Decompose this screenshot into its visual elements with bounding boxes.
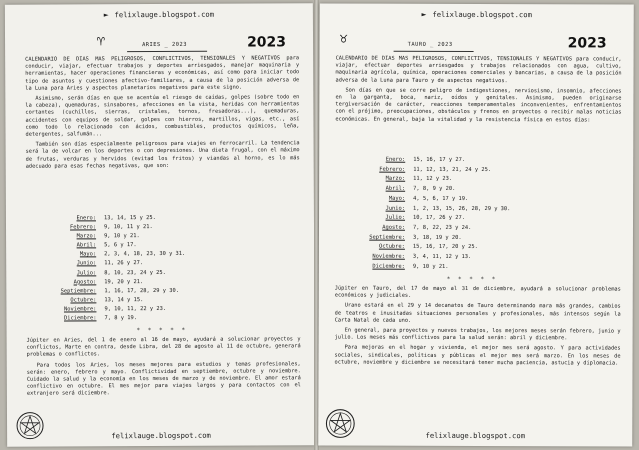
table-row: Enero: 13, 14, 15 y 25. xyxy=(76,215,156,222)
blog-url[interactable]: felixlauge.blogspot.com xyxy=(432,9,532,20)
month-title: ARIES _ 2023 xyxy=(142,41,188,49)
paragraph: Júpiter en Aries, del 1 de enero al 16 de mayo, ayudará a solucionar proyectos y conflictos, Marte en contra, desde Libra, del 28 de agosto al 11 de octubre, generará problemas o conflictos. xyxy=(26,336,301,359)
page-header xyxy=(320,9,634,19)
table-row: Agosto: 19, 20 y 21. xyxy=(73,278,144,286)
table-row: Septiembre: 3, 18, 19 y 20. xyxy=(369,234,462,241)
paragraph: En general, para proyectos y nuevos trabajos, los mejores meses serán febrero, junio y julio. Los meses más conflictivos para la salud serán: abril y diciembre. xyxy=(334,327,621,342)
intro-text xyxy=(335,56,621,128)
table-row: Diciembre: 9, 10 y 21. xyxy=(372,263,449,270)
paragraph: Para mejoras en el hogar y vivienda, el mejor mes será agosto. Y para actividades sociales, sindicales, políticas y públicas el mejor mes será marzo. En los meses de octubre, noviembre y diciembre se necesitará tener mucha paciencia, astucia y diplomacia. xyxy=(334,344,621,367)
table-row: Noviembre: 3, 4, 11, 12 y 13. xyxy=(372,253,472,261)
table-row: Abril: 5, 6 y 17. xyxy=(76,242,137,249)
blog-url[interactable]: felixlauge.blogspot.com xyxy=(425,430,526,441)
title-underline xyxy=(394,51,474,52)
play-icon: ► xyxy=(421,9,427,19)
taurus-sign-icon: ♉ xyxy=(339,31,348,47)
table-row: Febrero: 11, 12, 13, 21, 24 y 25. xyxy=(379,166,492,173)
table-row: Octubre: 13, 14 y 15. xyxy=(70,296,144,304)
paragraph: Urano estará en el 29 y 14 decanatos de Tauro determinando mara más grandes, cambios de teatros e inusitadas situaciones personales y profesionales, más intensos según la Carta Natal de cada uno. xyxy=(334,302,621,324)
table-row: Septiembre: 1, 16, 17, 28, 29 y 30. xyxy=(60,287,180,295)
intro-text xyxy=(25,55,300,173)
month-title: TAURO _ 2023 xyxy=(407,41,453,48)
table-row: Febrero: 9, 10, 11 y 21. xyxy=(70,224,153,231)
table-row: Enero: 15, 16, 17 y 27. xyxy=(385,156,466,163)
table-row: Agosto: 7, 8, 22, 23 y 24. xyxy=(382,224,472,231)
paragraph: También son días especialmente peligrosos para viajes en ferrocarril. La tendencia será la de volcar en los deportes o con depresiones. Una dieta frugal, con el máximo de frutas, verduras y hervidos (evitad los fritos) y viandas al horno, es lo más adecuado para esas fechas negativas, que son: xyxy=(25,140,300,170)
closing-text xyxy=(27,336,301,401)
table-row: Diciembre: 7, 8 y 19. xyxy=(64,315,137,322)
table-row: Marzo: 11, 12 y 23. xyxy=(385,176,453,183)
table-row: Marzo: 9, 10 y 21. xyxy=(76,233,140,240)
table-row: Noviembre: 9, 10, 11, 22 y 23. xyxy=(63,305,167,313)
table-row: Mayo: 2, 3, 4, 18, 23, 30 y 31. xyxy=(79,251,186,258)
page-footer xyxy=(318,430,632,440)
table-row: Junio: 1, 2, 13, 15, 26, 28, 29 y 30. xyxy=(385,205,511,212)
dates-table xyxy=(56,214,186,324)
paragraph: Júpiter en Tauro, del 17 de mayo al 31 de diciembre, ayudará a solucionar problemas económicos y judiciales. xyxy=(334,285,621,299)
year-label: 2023 xyxy=(247,34,287,51)
title-underline xyxy=(127,51,207,52)
year-label: 2023 xyxy=(567,35,607,52)
table-row: Julio: 8, 10, 23, 24 y 25. xyxy=(76,269,166,276)
page-header xyxy=(5,9,313,20)
play-icon: ► xyxy=(103,10,109,20)
closing-text xyxy=(334,286,620,371)
paragraph: CALENDARIO DE DIAS MAS PELIGROSOS, CONFLICTIVOS, TENSIONALES Y NEGATIVOS para conducir, viajar, efectuar deportes arriesgados y trabajos relacionados con agua, cultivo, maquinaria agrícola, química, operaciones comerciales y bancarias, a causa de la posición adversa de la Luna para Tauro y de aspectos negativos. xyxy=(335,55,622,84)
page-footer xyxy=(7,430,315,441)
page-tauro xyxy=(318,3,634,446)
table-row: Julio: 10, 17, 26 y 27. xyxy=(385,214,465,222)
blog-url[interactable]: felixlauge.blogspot.com xyxy=(111,430,211,441)
page-aries xyxy=(5,3,315,447)
separator-stars: * * * * * xyxy=(446,275,498,284)
table-row: Octubre: 15, 16, 17, 20 y 25. xyxy=(378,243,478,251)
paragraph: Son días en que se corre peligro de indigestiones, nerviosismo, insomnio, afecciones en la garganta, boca, nariz, oídos y genitales. Asimismo, pueden originarse tergiversación de carácter, reacciones temperamentales inconvenientes, enfrentamientos con el prójimo, preocupaciones, obstáculos y frenos en proyectos o recibir malas noticias económicas. En general, baja la vitalidad y la resistencia física en estos días: xyxy=(335,87,622,124)
paragraph: CALENDARIO DE DIAS MAS PELIGROSOS, CONFLICTIVOS, TENSIONALES Y NEGATIVOS para conducir, viajar, efectuar trabajos y deportes arriesgados, manejar maquinaria y herramientas, hacer operaciones financieras y económicas, así como para iniciar todo tipo de asuntos y cuestiones afectivo-familiares, a causa de la posición adversa de la Luna para Aries y aspectos planetarios negativos para este signo. xyxy=(25,55,300,92)
dates-table xyxy=(365,156,511,273)
blog-url[interactable]: felixlauge.blogspot.com xyxy=(114,9,215,20)
paragraph: Asimismo, serán días en que se acentúa el riesgo de caídas, golpes (sobre todo en la cabeza), quemaduras, sinsabores, afecciones en la vista, heridas con herramientas cortantes (cuchillos, sierras, cristales, tornos, fresadoras...), quemaduras, accidentes con equipos de soldar, golpes con hierros, martillos, vigas, etc., así como todo lo relacionado con ácidos, combustibles, productos químicos, leña, detergentes, salfumán... xyxy=(25,94,300,138)
separator-stars: * * * * * xyxy=(136,326,188,335)
table-row: Abril: 7, 8, 9 y 20. xyxy=(385,185,456,193)
aries-sign-icon: ♈ xyxy=(97,34,105,50)
table-row: Mayo: 4, 5, 6, 17 y 19. xyxy=(388,195,469,202)
table-row: Junio: 11, 26 y 27. xyxy=(76,260,144,267)
paragraph: Para todos los Aries, los meses mejores para estudios y temas profesionales, serán: enero, febrero y mayo. Conflictividad en septiembre, octubre y noviembre. Cuidado la salud y la economía en los meses de marzo y de noviembre. El amor estará conflictivo en octubre. El mes mejor para viajes largos y para contactos con el extranjero será diciembre. xyxy=(26,360,301,398)
